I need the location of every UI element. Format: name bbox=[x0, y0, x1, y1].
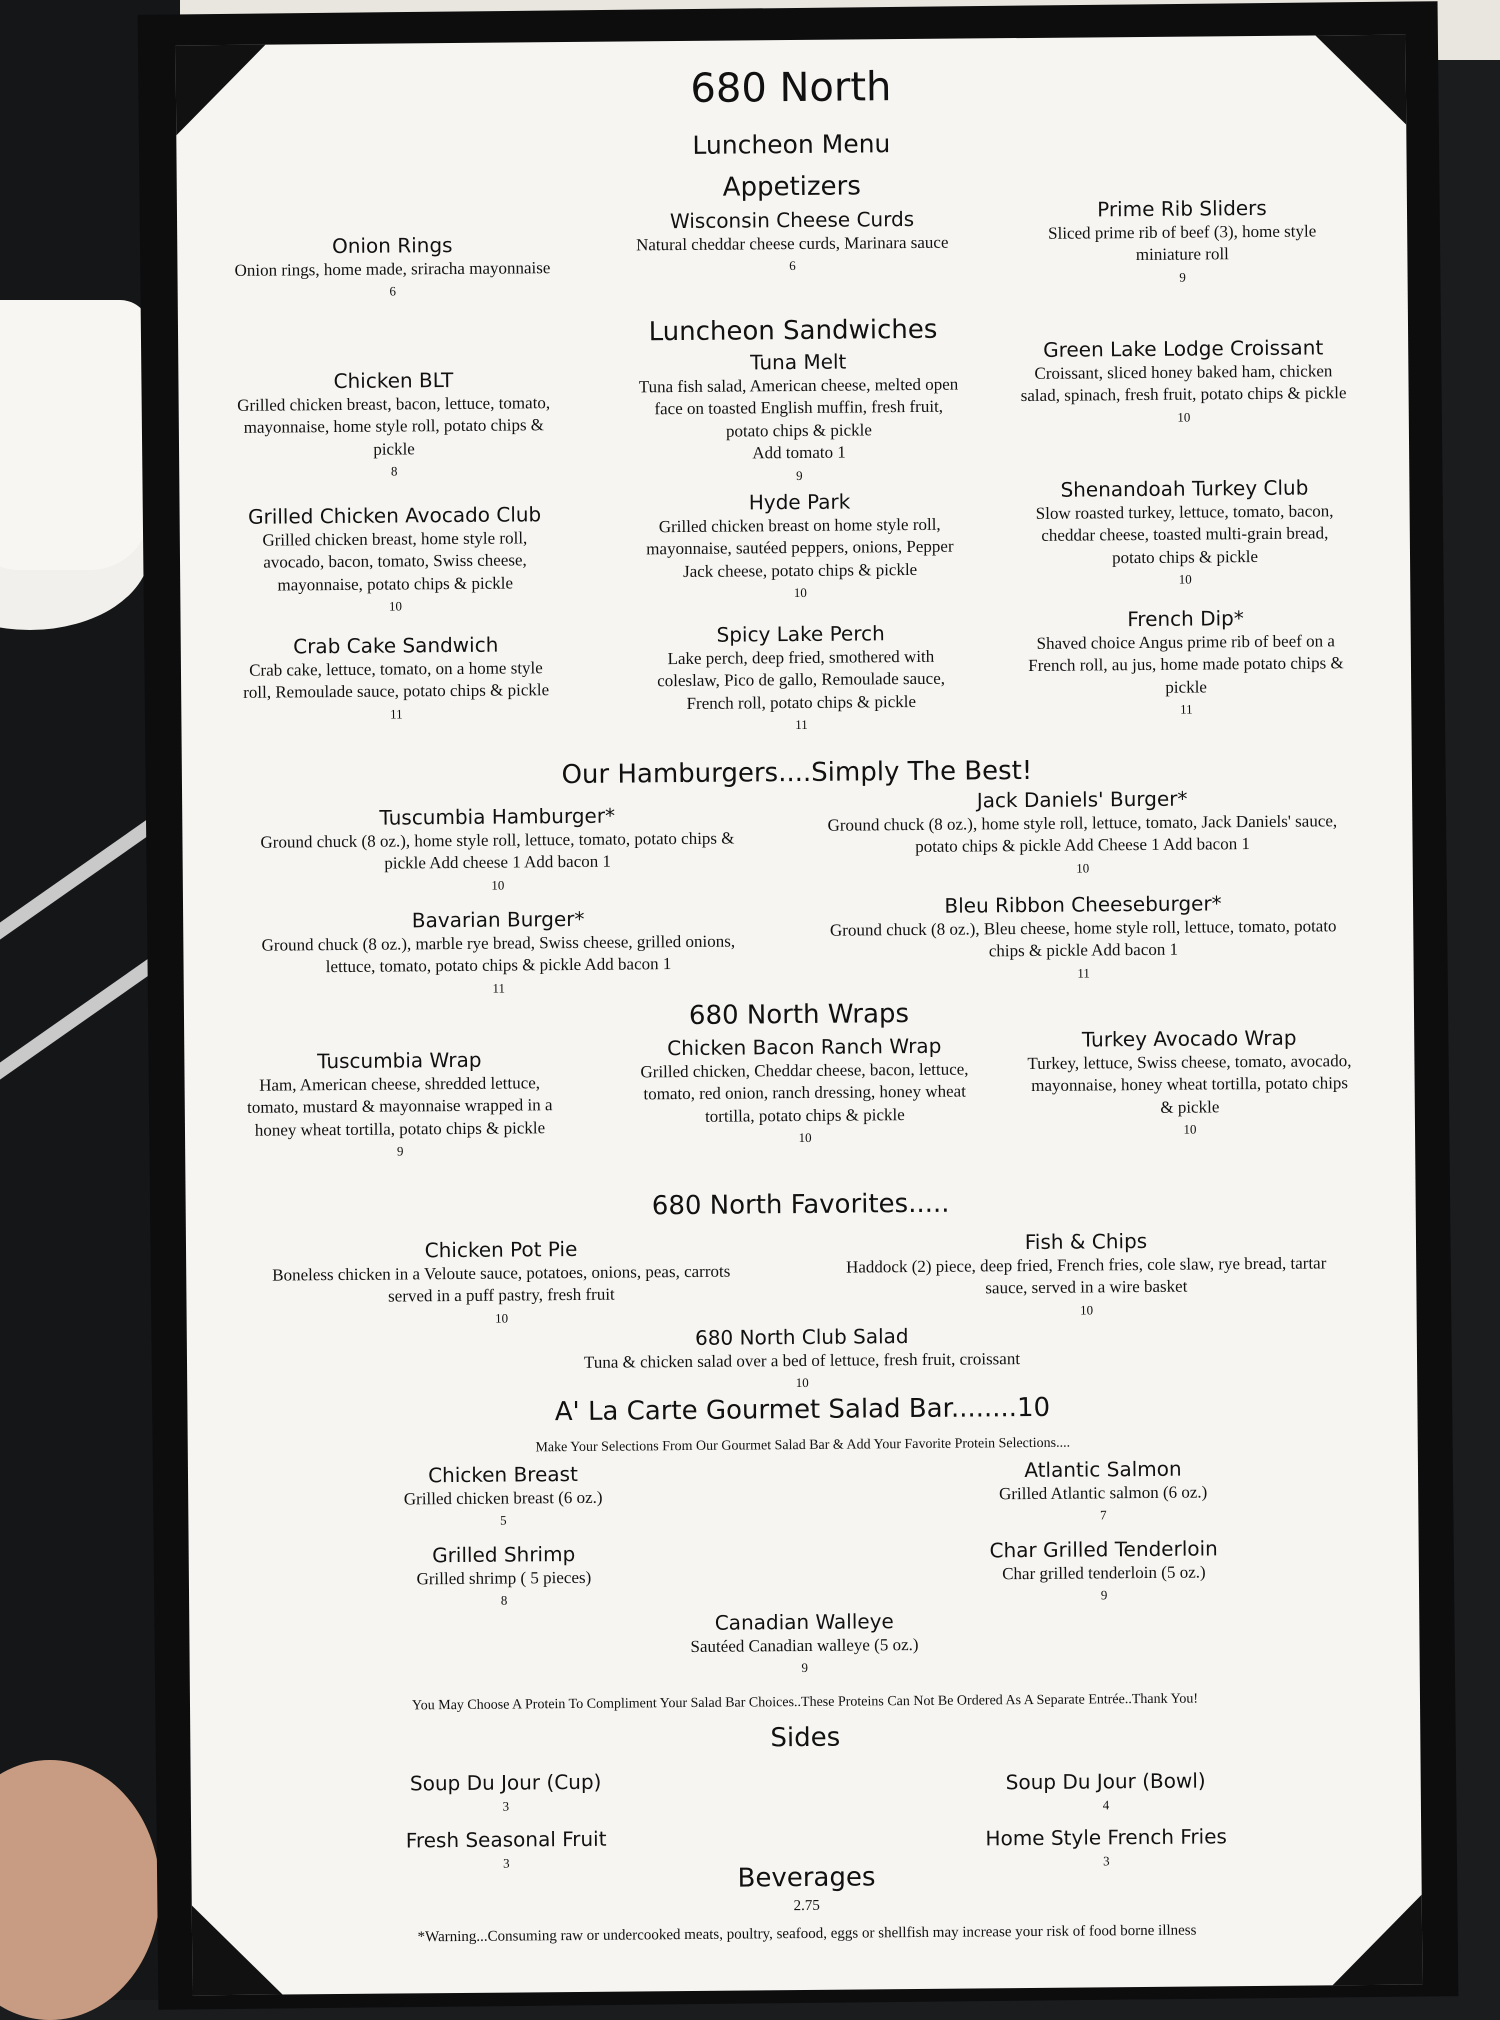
item-name: Chicken Bacon Ranch Wrap bbox=[667, 1033, 942, 1061]
menu-item bbox=[303, 1461, 704, 1531]
item-description: Tuna & chicken salad over a bed of lettuce, fresh fruit, croissant bbox=[583, 1349, 1021, 1372]
item-price: 8 bbox=[500, 1593, 508, 1609]
item-price: 7 bbox=[1100, 1507, 1107, 1523]
item-price: 10 bbox=[1177, 409, 1191, 425]
menu-item bbox=[633, 349, 964, 486]
item-description: Ham, American cheese, shredded lettuce, tomato, mustard & mayonnaise wrapped in a honey wheat tortilla, potato chips & pickle bbox=[246, 1073, 553, 1140]
item-description: Ground chuck (8 oz.), marble rye bread, Swiss cheese, grilled onions, lettuce, tomato, potato chips & pickle Add bacon 1 bbox=[261, 931, 736, 977]
section-heading-wraps: 680 North Wraps bbox=[688, 999, 910, 1031]
item-description: Grilled shrimp ( 5 pieces) bbox=[416, 1567, 592, 1589]
corner-tab bbox=[1315, 35, 1406, 126]
menu-item bbox=[632, 207, 953, 276]
item-name: Grilled Shrimp bbox=[432, 1541, 576, 1568]
menu-item bbox=[232, 232, 553, 301]
item-price: 9 bbox=[1179, 269, 1186, 285]
item-description: Grilled chicken, Cheddar cheese, bacon, lettuce, tomato, red onion, ranch dressing, honey wheat tortilla, potato chips & pickle bbox=[640, 1059, 969, 1126]
menu-item bbox=[822, 785, 1343, 879]
item-name: Chicken Pot Pie bbox=[424, 1236, 578, 1263]
item-description: Slow roasted turkey, lettuce, tomato, bacon, cheddar cheese, toasted multi-grain bread, potato chips & pickle bbox=[1035, 501, 1334, 568]
item-price: 10 bbox=[1183, 1121, 1197, 1137]
item-description: Grilled chicken breast on home style roll, mayonnaise, sautéed peppers, onions, Pepper Jack cheese, potato chips & pickle bbox=[646, 514, 954, 581]
item-price: 10 bbox=[1076, 860, 1090, 876]
section-heading-beverages: Beverages bbox=[737, 1862, 876, 1894]
section-heading-hamburgers: Our Hamburgers....Simply The Best! bbox=[561, 755, 1033, 791]
item-price: 5 bbox=[500, 1513, 507, 1529]
item-price: 10 bbox=[388, 598, 402, 614]
food-safety-warning: *Warning...Consuming raw or undercooked meats, poultry, seafood, eggs or shellfish may increase your risk of food borne illness bbox=[417, 1922, 1197, 1946]
item-description: Lake perch, deep fried, smothered with coleslaw, Pico de gallo, Remoulade sauce, French roll, potato chips & pickle bbox=[657, 646, 946, 713]
item-name: Chicken Breast bbox=[428, 1461, 578, 1488]
item-name: Atlantic Salmon bbox=[1024, 1456, 1182, 1483]
item-name: Turkey Avocado Wrap bbox=[1081, 1025, 1297, 1052]
item-name: Bleu Ribbon Cheeseburger* bbox=[944, 891, 1222, 918]
item-price: 10 bbox=[795, 1375, 809, 1391]
item-price: 3 bbox=[1103, 1853, 1110, 1869]
item-price: 6 bbox=[389, 283, 396, 299]
item-description: Grilled chicken breast, bacon, lettuce, tomato, mayonnaise, home style roll, potato chips & pickle bbox=[237, 393, 551, 459]
item-description: Grilled chicken breast, home style roll, avocado, bacon, tomato, Swiss cheese, mayonnaise, potato chips & pickle bbox=[262, 528, 528, 595]
menu-item bbox=[906, 1768, 1306, 1816]
menu-item bbox=[304, 1541, 705, 1611]
menu-item bbox=[306, 1826, 706, 1874]
section-heading-salad-bar: A' La Carte Gourmet Salad Bar........10 bbox=[554, 1392, 1051, 1428]
menu-item bbox=[1018, 335, 1349, 427]
item-price: 10 bbox=[495, 1310, 509, 1326]
menu-item bbox=[1024, 1025, 1355, 1139]
menu-item bbox=[233, 367, 554, 481]
item-name: Spicy Lake Perch bbox=[716, 621, 885, 647]
item-name: Home Style French Fries bbox=[985, 1824, 1227, 1851]
item-description: Haddock (2) piece, deep fried, French fries, cole slaw, rye bread, tartar sauce, served in a wire basket bbox=[845, 1253, 1327, 1298]
item-description: Natural cheddar cheese curds, Marinara sauce bbox=[635, 232, 949, 255]
item-price: 10 bbox=[798, 1130, 812, 1146]
item-name: Prime Rib Sliders bbox=[1097, 195, 1267, 222]
item-name: Soup Du Jour (Bowl) bbox=[1005, 1768, 1206, 1795]
item-name: Green Lake Lodge Croissant bbox=[1043, 335, 1324, 362]
menu-item bbox=[239, 1047, 560, 1161]
menu-item bbox=[502, 1322, 1103, 1394]
item-price: 11 bbox=[795, 717, 808, 733]
item-price: 11 bbox=[390, 706, 403, 722]
menu-item bbox=[253, 905, 744, 998]
item-description: Croissant, sliced honey baked ham, chicken salad, spinach, fresh fruit, potato chips & pickle bbox=[1020, 361, 1347, 406]
item-name: Bavarian Burger* bbox=[411, 906, 585, 933]
item-name: French Dip* bbox=[1127, 606, 1244, 632]
menu-item bbox=[306, 1769, 706, 1817]
item-description: Tuna fish salad, American cheese, melted open face on toasted English muffin, fresh fruit, potato chips & pickle bbox=[638, 374, 959, 441]
restaurant-name: 680 North bbox=[690, 64, 892, 112]
item-description: Grilled Atlantic salmon (6 oz.) bbox=[998, 1482, 1208, 1504]
salad-bar-intro: Make Your Selections From Our Gourmet Salad Bar & Add Your Favorite Protein Selections.... bbox=[535, 1435, 1071, 1456]
section-heading-appetizers: Appetizers bbox=[722, 171, 861, 203]
menu-item bbox=[252, 802, 743, 895]
item-price: 9 bbox=[795, 467, 803, 483]
menu-item bbox=[826, 1227, 1347, 1321]
menu-item bbox=[1020, 605, 1351, 719]
item-description: Onion rings, home made, sriracha mayonnaise bbox=[234, 258, 551, 280]
salad-bar-note: You May Choose A Protein To Compliment Your Salad Bar Choices..These Proteins Can Not Be Ordered As A Separate Entrée..Thank You! bbox=[411, 1691, 1199, 1714]
item-price: 10 bbox=[1178, 571, 1192, 587]
menu-item bbox=[604, 1608, 1005, 1678]
item-name: Hyde Park bbox=[748, 489, 851, 515]
item-description: Grilled chicken breast (6 oz.) bbox=[403, 1487, 603, 1509]
section-heading-favorites: 680 North Favorites..... bbox=[651, 1188, 950, 1222]
item-description: Turkey, lettuce, Swiss cheese, tomato, avocado, mayonnaise, honey wheat tortilla, potato chips & pickle bbox=[1027, 1051, 1352, 1117]
beverages-price: 2.75 bbox=[793, 1897, 820, 1915]
item-name: Crab Cake Sandwich bbox=[293, 632, 499, 659]
item-price: 9 bbox=[801, 1660, 809, 1676]
menu-title: Luncheon Menu bbox=[692, 129, 891, 160]
corner-tab bbox=[1332, 1895, 1423, 1986]
menu-item bbox=[639, 1034, 970, 1148]
item-description: Ground chuck (8 oz.), home style roll, lettuce, tomato, potato chips & pickle Add cheese 1 Add bacon 1 bbox=[260, 828, 735, 874]
item-description: Ground chuck (8 oz.), home style roll, lettuce, tomato, Jack Daniels' sauce, potato chips & pickle Add Cheese 1 Add bacon 1 bbox=[827, 811, 1338, 857]
menu-page bbox=[176, 35, 1423, 1996]
item-price: 9 bbox=[1100, 1587, 1108, 1603]
item-price: 6 bbox=[789, 258, 796, 274]
menu-item bbox=[236, 632, 557, 724]
item-name: Fresh Seasonal Fruit bbox=[405, 1826, 607, 1853]
item-name: Grilled Chicken Avocado Club bbox=[247, 502, 542, 529]
item-name: Soup Du Jour (Cup) bbox=[409, 1769, 602, 1796]
item-price: 10 bbox=[491, 877, 505, 893]
item-name: Canadian Walleye bbox=[714, 1609, 894, 1635]
item-name: Jack Daniels' Burger* bbox=[976, 786, 1188, 813]
section-heading-sandwiches: Luncheon Sandwiches bbox=[648, 314, 938, 348]
menu-item bbox=[823, 890, 1344, 984]
item-description: Char grilled tenderloin (5 oz.) bbox=[1002, 1562, 1206, 1584]
item-name: Char Grilled Tenderloin bbox=[989, 1536, 1218, 1563]
item-name: Tuscumbia Wrap bbox=[317, 1047, 482, 1074]
menu-item bbox=[903, 1456, 1304, 1526]
item-description: Crab cake, lettuce, tomato, on a home style roll, Remoulade sauce, potato chips & pickle bbox=[243, 658, 550, 703]
item-price: 3 bbox=[503, 1855, 510, 1871]
section-heading-sides: Sides bbox=[770, 1722, 841, 1754]
item-name: 680 North Club Salad bbox=[694, 1324, 909, 1350]
menu-item bbox=[636, 621, 967, 735]
item-price: 4 bbox=[1102, 1797, 1110, 1813]
menu-item bbox=[906, 1824, 1306, 1872]
item-name: Fish & Chips bbox=[1024, 1228, 1148, 1255]
item-name: Chicken BLT bbox=[333, 367, 454, 394]
item-description: Ground chuck (8 oz.), Bleu cheese, home style roll, lettuce, tomato, potato chips & pickle Add bacon 1 bbox=[829, 916, 1337, 961]
item-name: Onion Rings bbox=[331, 232, 453, 259]
item-description: Sautéed Canadian walleye (5 oz.) bbox=[690, 1634, 919, 1656]
item-description: Boneless chicken in a Veloute sauce, potatoes, onions, peas, carrots served in a puff pastry, fresh fruit bbox=[272, 1261, 731, 1307]
item-price: 11 bbox=[1077, 965, 1090, 981]
item-price: 8 bbox=[390, 463, 398, 479]
coffee-cup bbox=[0, 300, 150, 570]
item-name: Tuscumbia Hamburger* bbox=[379, 803, 616, 830]
item-price: 9 bbox=[396, 1143, 404, 1159]
item-name: Tuna Melt bbox=[750, 349, 847, 375]
item-price: 3 bbox=[502, 1798, 510, 1814]
menu-item bbox=[1019, 475, 1350, 589]
item-price: 11 bbox=[1180, 701, 1193, 717]
menu-item bbox=[256, 1235, 747, 1328]
item-name: Shenandoah Turkey Club bbox=[1060, 475, 1309, 502]
corner-tab bbox=[192, 1905, 283, 1996]
item-name: Wisconsin Cheese Curds bbox=[669, 206, 915, 234]
menu-item bbox=[235, 502, 556, 616]
menu-item bbox=[904, 1536, 1305, 1606]
item-price: 11 bbox=[492, 980, 506, 996]
item-description: Sliced prime rib of beef (3), home style miniature roll bbox=[1048, 221, 1317, 265]
item-description: Shaved choice Angus prime rib of beef on a French roll, au jus, home made potato chips & pickle bbox=[1028, 631, 1344, 697]
corner-tab bbox=[176, 45, 267, 136]
item-price: 10 bbox=[793, 585, 807, 601]
item-price: 10 bbox=[1080, 1302, 1094, 1318]
item-addon: Add tomato 1 bbox=[752, 442, 846, 463]
menu-item bbox=[1017, 195, 1348, 287]
menu-item bbox=[634, 489, 965, 603]
